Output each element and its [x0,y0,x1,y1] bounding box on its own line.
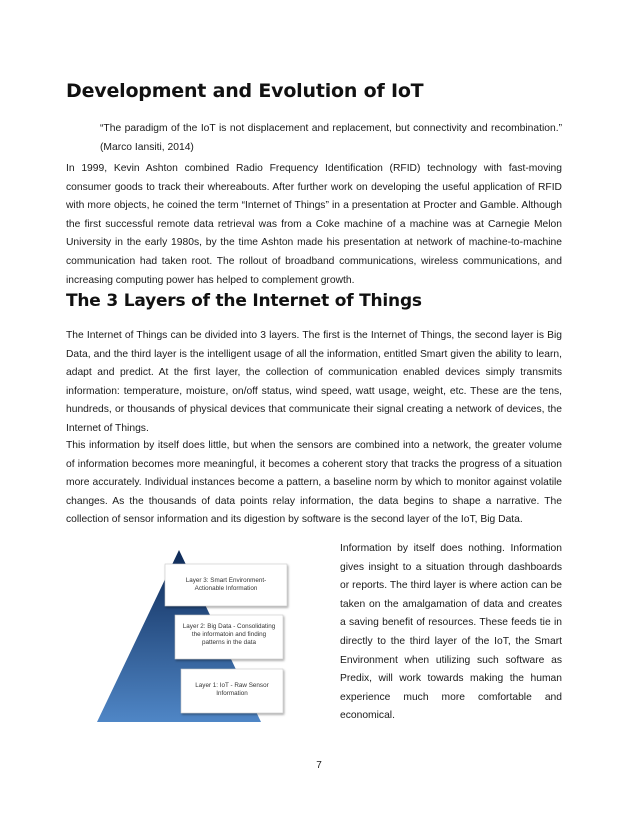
layer-box-2 [175,615,283,659]
layer-2-label-line2: the informatoin and finding [191,631,267,638]
smart-environment-paragraph: Information by itself does nothing. Information gives insight to a situation through dashboards or reports. The third layer is where action can be taken on the amalgamation of data and creates a saving benefit of resources. These feeds tie in directly to the third layer of the IoT, the Smart Environment when utilizing such software as Predix, will work towards making the human experience much more comfortable and economical. [340,543,562,722]
layer-3-label-line1: Layer 3: Smart Environment- [185,577,267,584]
layer-box-3 [165,564,287,606]
layer-2-label-line1: Layer 2: Big Data - Consolidating [182,623,276,630]
pyramid-svg [95,548,305,724]
big-data-paragraph: This information by itself does little, but when the sensors are combined into a network, the greater volume of information becomes more meaningful, it becomes a coherent story that tracks the progress of a situation more accurately. Individual instances become a pattern, a baseline norm by which to monitor against volatile changes. As the thousands of data points relay information, the data begins to shape a narrative. The collection of sensor information and its digestion by software is the second layer of the IoT, Big Data. [66,440,562,526]
page-number: 7 [316,760,322,771]
layer-1-label-line2: Information [216,690,248,697]
section-heading-development: Development and Evolution of IoT [66,80,424,102]
quote-paragraph: “The paradigm of the IoT is not displacement and replacement, but connectivity and recombination.” (Marco Iansiti, 2014) [100,123,562,153]
history-paragraph: In 1999, Kevin Ashton combined Radio Frequency Identification (RFID) technology with fast-moving consumer goods to track their whereabouts. After further work on developing the useful application of RFID with more objects, he coined the term “Internet of Things” in a presentation at Procter and Gamble. Although the first successful remote data retrieval was from a Coke machine of a machine was at Carnegie Melon University in the early 1980s, by the time Ashton made his presentation at network of machine-to-machine communication had taken root. The rollout of broadband communications, wireless communications, and increasing computing power has helped to complement growth. [66,163,562,286]
layer-3-label-line2: Actionable Information [194,585,258,592]
section-heading-layers: The 3 Layers of the Internet of Things [66,291,422,311]
layer-box-1 [181,669,283,713]
layers-intro-paragraph: The Internet of Things can be divided into 3 layers. The first is the Internet of Things, the second layer is Big Data, and the third layer is the intelligent usage of all the information, entitled Smart given the ability to learn, adapt and predict. At the first layer, the collection of communication enabled devices simply transmits information: temperature, moisture, on/off status, wind speed, watt usage, weight, etc. These are the tens, hundreds, or thousands of physical devices that communicate their signal creating a network of devices, the Internet of Things. [66,330,562,434]
layer-2-label-line3: patterns in the data [202,639,256,646]
layer-1-label-line1: Layer 1: IoT - Raw Sensor [195,682,269,689]
iot-layers-pyramid-diagram [95,548,305,729]
